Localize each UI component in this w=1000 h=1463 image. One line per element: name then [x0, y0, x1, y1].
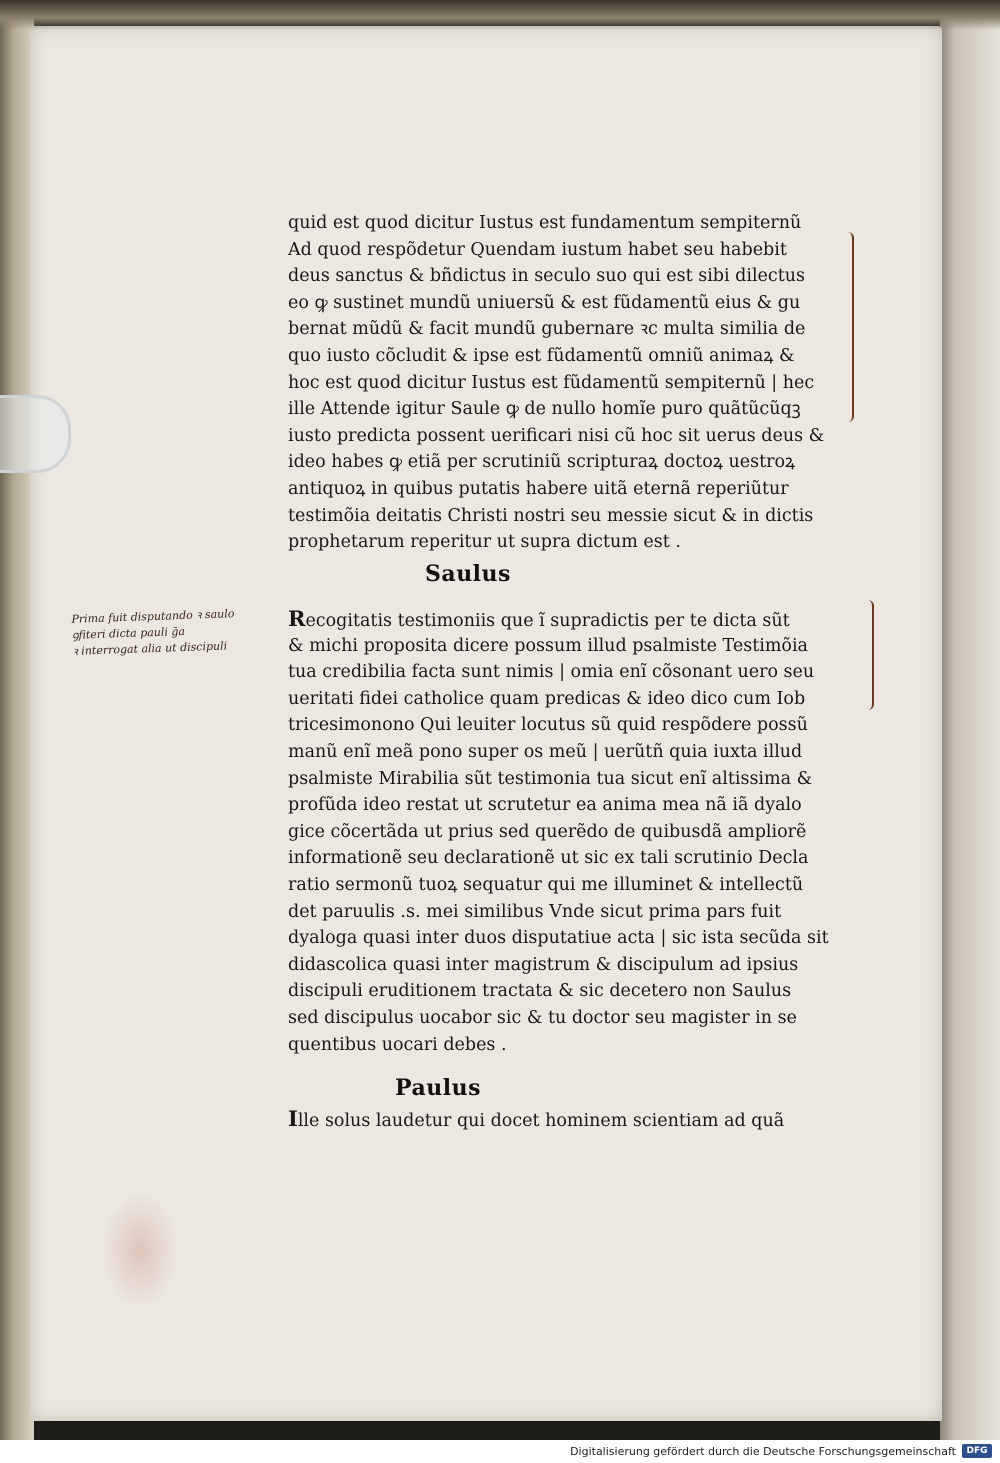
funding-footer [0, 1440, 1000, 1463]
text-line: ideo habes ꝙ etiã per scrutiniũ scripturaꝝ doctoꝝ uestroꝝ [288, 452, 796, 473]
text-line: quid est quod dicitur Iustus est fundamentum sempiternũ [288, 213, 802, 233]
text-line: ueritati fidei catholice quam predicas & ideo dico cum Iob [288, 688, 806, 709]
text-line: ecogitatis testimoniis que ĩ supradictis per te dicta sũt [305, 611, 790, 631]
text-line: gice cõcertãda ut prius sed querẽdo de quibusdã ampliorẽ [288, 821, 807, 842]
book-right-page-edge [940, 0, 1000, 1440]
text-line: informationẽ seu declarationẽ ut sic ex tali scrutinio Decla [288, 848, 809, 869]
text-line: det paruulis .s. mei similibus Vnde sicut prima pars fuit [288, 901, 782, 922]
text-line: manũ enĩ meã pono super os meũ | uerũtñ quia iuxta illud [288, 741, 803, 762]
paper-stain [100, 1190, 180, 1310]
text-line: antiquoꝝ in quibus putatis habere uitã eternã reperiũtur [288, 478, 789, 499]
text-line: Ad quod respõdetur Quendam iustum habet seu habebit [288, 239, 787, 260]
text-line: deus sanctus & bñdictus in seculo suo qui est sibi dilectus [288, 266, 805, 287]
marginal-line: Prima fuit disputando ꝛ saulo [71, 607, 235, 626]
drop-capital: R [288, 606, 306, 631]
text-line: & michi proposita dicere possum illud psalmiste Testimõia [288, 635, 808, 656]
text-line: profũda ideo restat ut scrutetur ea anima mea nã iã dyalo [288, 795, 802, 816]
speaker-heading-saulus: Saulus [425, 560, 511, 587]
text-line: quentibus uocari debes . [288, 1034, 507, 1055]
text-line: bernat mũdũ & facit mundũ gubernare ꝛc multa similia de [288, 319, 806, 340]
marginal-annotation [71, 604, 293, 660]
text-line: testimõia deitatis Christi nostri seu messie sicut & in dictis [288, 505, 814, 526]
marginal-line: ꝛ interrogat alia ut discipuli [72, 639, 228, 658]
text-line: tricesimonono Qui leuiter locutus sũ quid respõdere possũ [288, 715, 808, 736]
paragraph-2 [288, 606, 878, 1058]
text-line: dyaloga quasi inter duos disputatiue acta | sic ista secũda sit [288, 928, 829, 949]
speaker-heading-paulus: Paulus [395, 1075, 481, 1101]
funding-credit: Digitalisierung gefördert durch die Deutsche Forschungsgemeinschaft [570, 1445, 956, 1458]
text-line: psalmiste Mirabilia sũt testimonia tua sicut enĩ altissima & [288, 768, 813, 789]
paragraph-1 [288, 210, 878, 592]
text-line: didascolica quasi inter magistrum & discipulum ad ipsius [288, 954, 799, 975]
text-line: hoc est quod dicitur Iustus est fũdamentũ sempiternũ | hec [288, 372, 815, 393]
text-line: ratio sermonũ tuoꝝ sequatur qui me illuminet & intellectũ [288, 874, 804, 895]
text-line: eo ꝙ sustinet mundũ uniuersũ & est fũdamentũ eius & gu [288, 292, 801, 313]
text-line: ille Attende igitur Saule ꝙ de nullo homĩe puro quãtũcũqꝫ [288, 399, 801, 420]
bookmark-clip-icon [0, 395, 71, 473]
text-line: iusto predicta possent uerificari nisi cũ hoc sit uerus deus & [288, 425, 825, 446]
paragraph-3 [288, 1070, 878, 1133]
text-line: discipuli eruditionem tractata & sic decetero non Saulus [288, 981, 792, 1002]
text-line: prophetarum reperitur ut supra dictum est . [288, 532, 681, 553]
text-line: lle solus laudetur qui docet hominem scientiam ad quã [297, 1111, 785, 1131]
book-left-edge [0, 0, 34, 1440]
dfg-logo-icon: DFG [962, 1444, 992, 1458]
marginal-line: ꝯfiteri dicta pauli ḡa [71, 624, 186, 642]
text-line: sed discipulus uocabor sic & tu doctor seu magister in se [288, 1007, 797, 1028]
text-line: quo iusto cõcludit & ipse est fũdamentũ omniũ animaꝝ & [288, 345, 795, 366]
book-top-shadow [0, 0, 1000, 30]
drop-capital: I [288, 1106, 298, 1131]
text-line: tua credibilia facta sunt nimis | omia enĩ cõsonant uero seu [288, 662, 815, 683]
